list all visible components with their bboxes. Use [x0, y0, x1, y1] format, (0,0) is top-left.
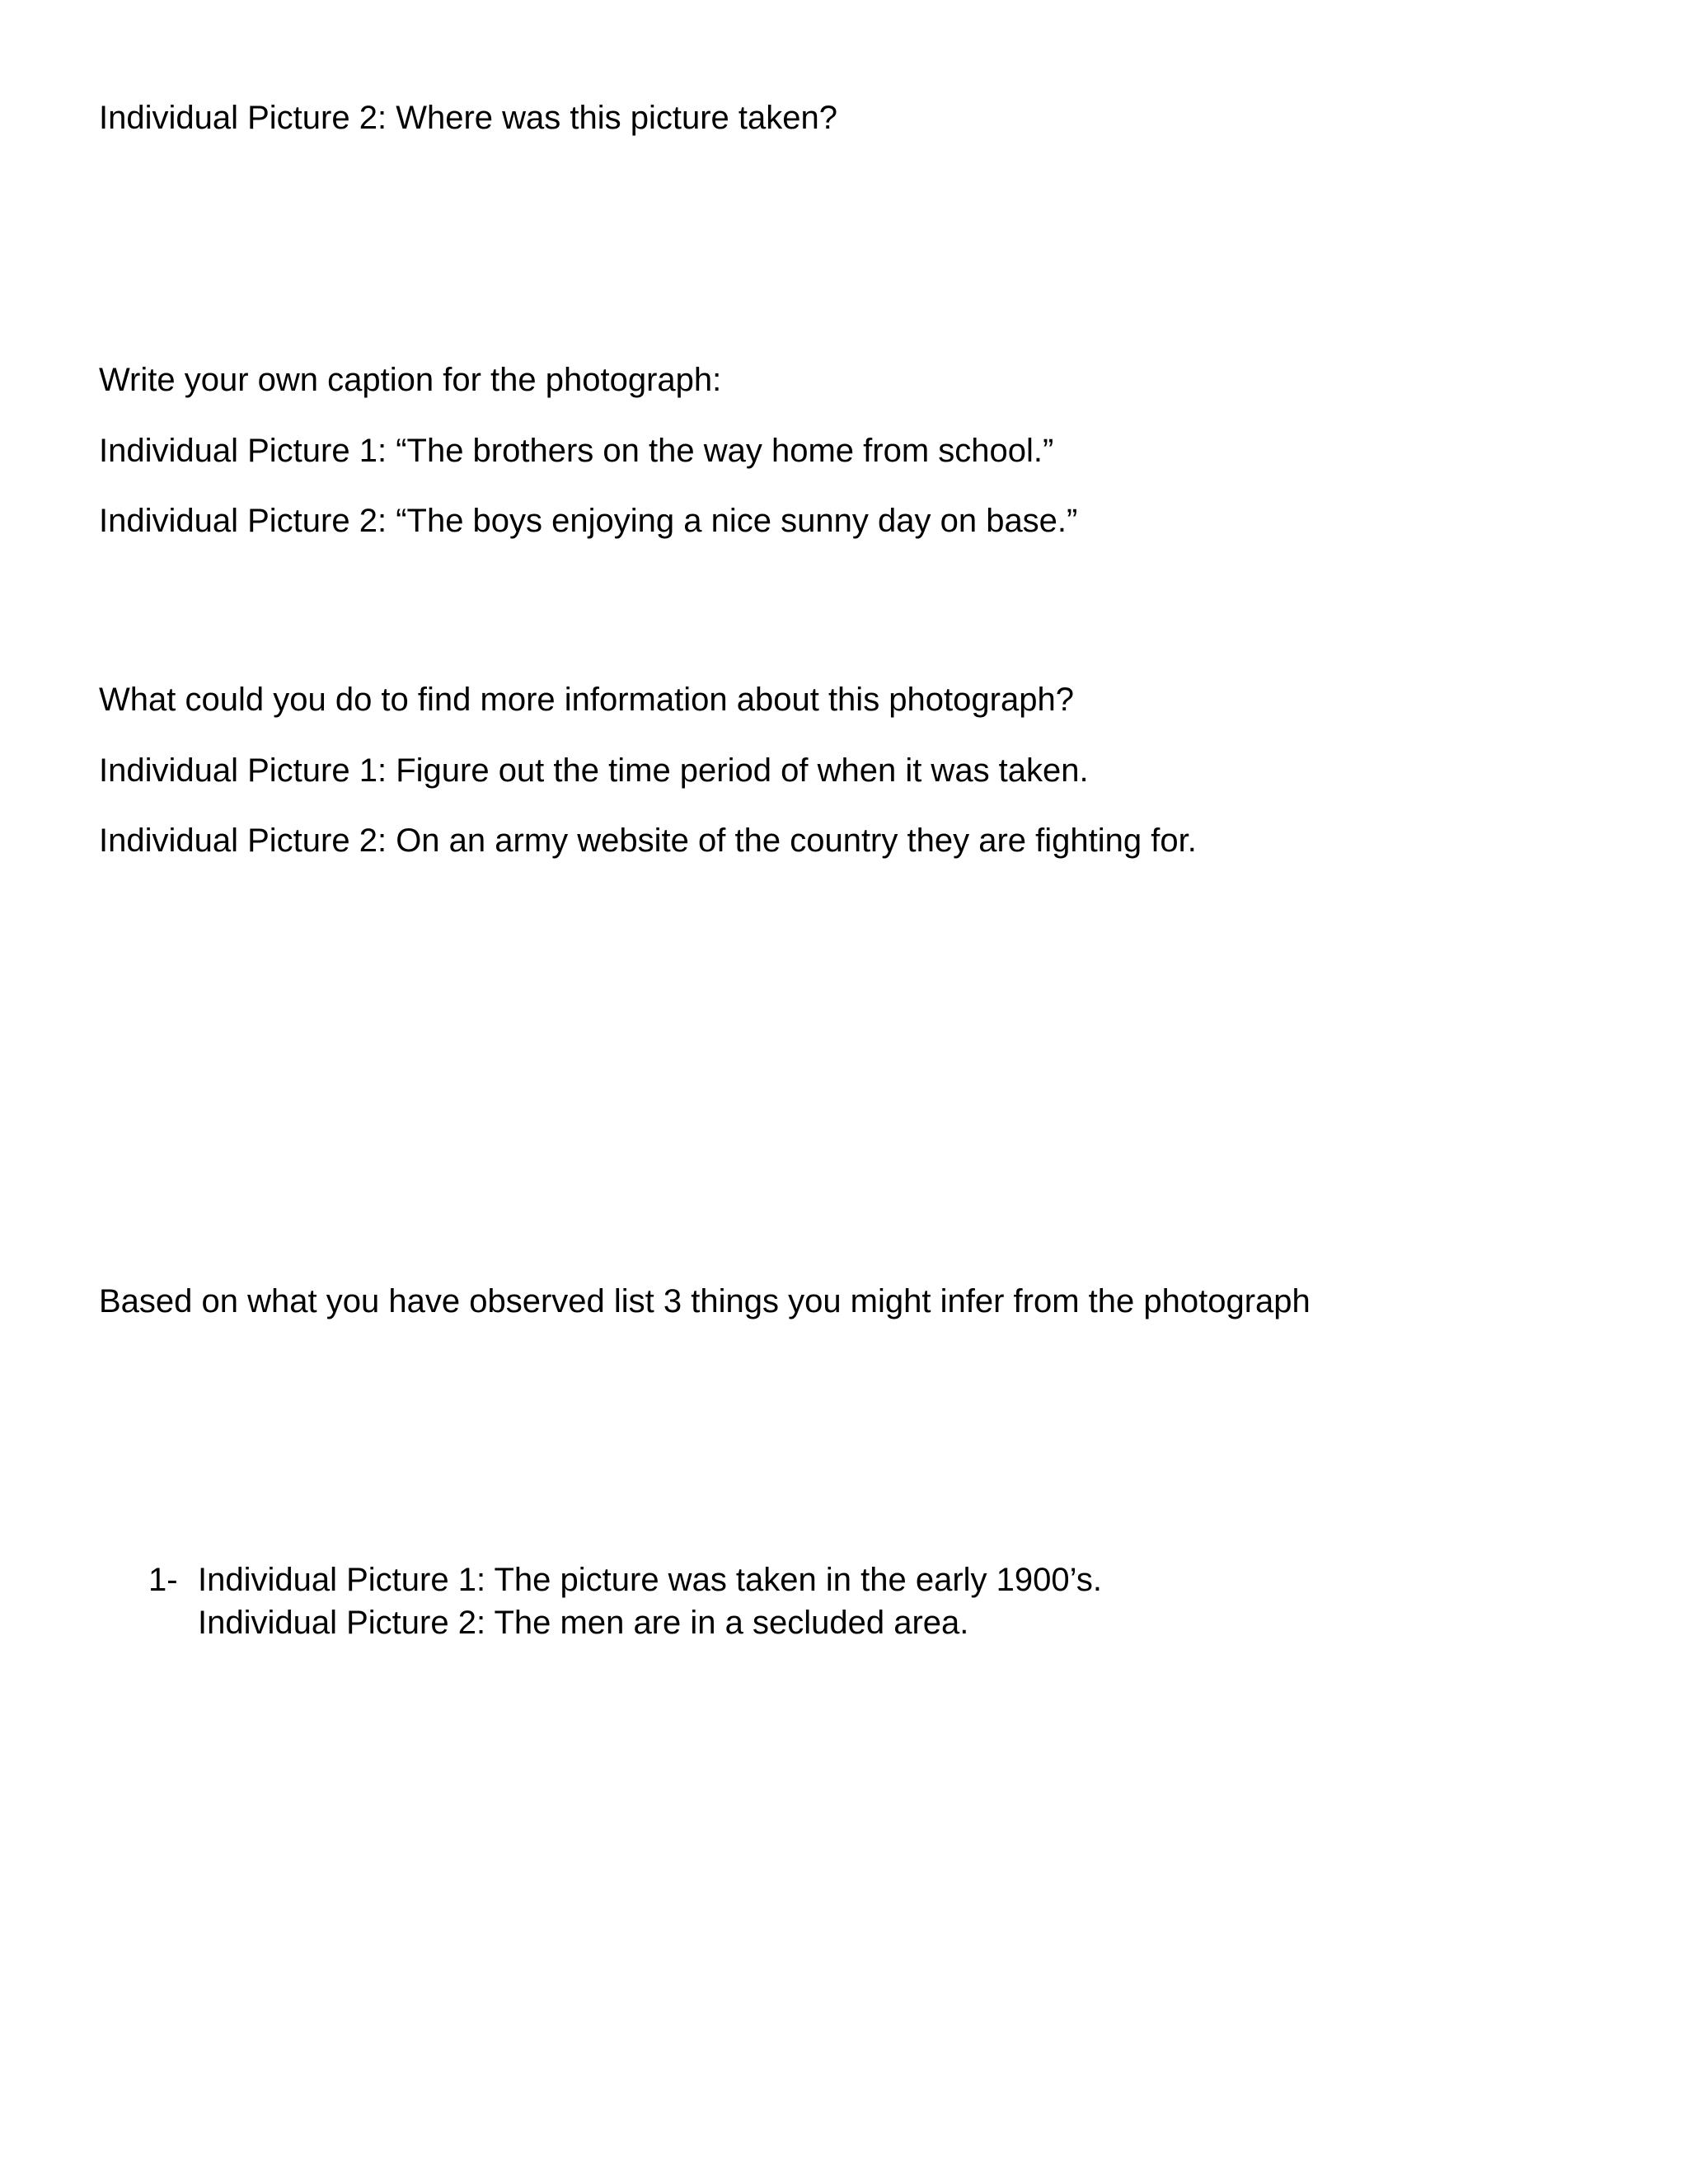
more-info-picture-2: Individual Picture 2: On an army website of the country they are fighting for. [99, 823, 1197, 859]
caption-picture-1: Individual Picture 1: “The brothers on the way home from school.” [99, 433, 1054, 469]
more-info-picture-1: Individual Picture 1: Figure out the time period of when it was taken. [99, 752, 1089, 789]
inference-list-marker: 1- [148, 1562, 178, 1598]
more-info-heading: What could you do to find more information about this photograph? [99, 682, 1074, 718]
inference-item-picture-2: Individual Picture 2: The men are in a secluded area. [198, 1605, 969, 1641]
inference-item-picture-1: Individual Picture 1: The picture was taken in the early 1900’s. [198, 1562, 1102, 1598]
question-location-picture-2: Individual Picture 2: Where was this picture taken? [99, 100, 837, 136]
inference-heading: Based on what you have observed list 3 things you might infer from the photograph [99, 1283, 1311, 1319]
caption-picture-2: Individual Picture 2: “The boys enjoying a nice sunny day on base.” [99, 503, 1078, 539]
caption-heading: Write your own caption for the photograph: [99, 362, 722, 398]
